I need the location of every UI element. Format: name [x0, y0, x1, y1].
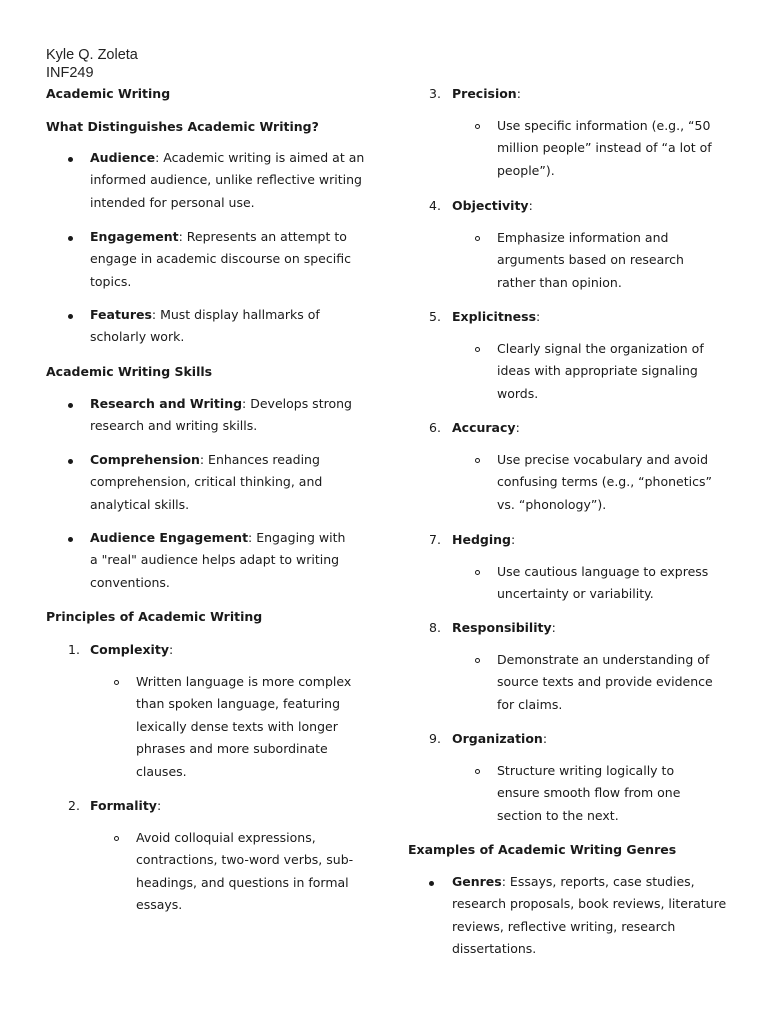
item-term: Engagement: [90, 229, 179, 244]
principle-colon: :: [515, 420, 520, 435]
principle-description: Use specific information (e.g., “50 million people” instead of “a lot of people”).: [497, 118, 712, 178]
principle-term: Hedging: [452, 532, 511, 547]
item-number: 2.: [68, 798, 80, 813]
bullet-dot: [68, 314, 73, 319]
item-text: : Enhances reading comprehension, critical thinking, and analytical skills.: [90, 452, 323, 512]
principle-term: Objectivity: [452, 198, 529, 213]
item-term: Audience: [90, 150, 156, 165]
item-number: 4.: [429, 198, 441, 213]
course-code: INF249: [46, 65, 94, 81]
sub-bullet-circle: [475, 458, 480, 463]
principle-colon: :: [528, 198, 533, 213]
principle-term: Formality: [90, 798, 157, 813]
principle-description: Written language is more complex than spoken language, featuring lexically dense texts with longer phrases and more subordinate clauses.: [136, 674, 352, 779]
item-number: 9.: [429, 731, 441, 746]
item-text: : Develops strong research and writing skills.: [90, 396, 352, 434]
author-name: Kyle Q. Zoleta: [46, 47, 138, 63]
item-number: 8.: [429, 620, 441, 635]
principle-term: Complexity: [90, 642, 169, 657]
bullet-dot: [68, 236, 73, 241]
principle-colon: :: [542, 731, 548, 746]
principle-term: Explicitness: [452, 309, 537, 324]
item-number: 1.: [68, 642, 80, 657]
principle-colon: :: [516, 86, 521, 101]
section-heading-skills: Academic Writing Skills: [46, 364, 213, 379]
principle-description: Use precise vocabulary and avoid confusing terms (e.g., “phonetics” vs. “phonology”).: [497, 452, 712, 512]
item-number: 3.: [429, 86, 441, 101]
item-text: : Engaging with a "real" audience helps adapt to writing conventions.: [90, 530, 346, 590]
principle-description: Avoid colloquial expressions, contractions, two-word verbs, sub-headings, and questions in formal essays.: [136, 830, 354, 913]
sub-bullet-circle: [475, 236, 480, 241]
principle-description: Clearly signal the organization of ideas with appropriate signaling words.: [497, 341, 704, 401]
item-text: : Essays, reports, case studies, research proposals, book reviews, literature reviews, reflective writing, research dissertations.: [452, 874, 727, 957]
principle-description: Emphasize information and arguments based on research rather than opinion.: [497, 230, 684, 290]
principle-colon: :: [156, 798, 162, 813]
bullet-dot: [68, 537, 73, 542]
document-title: Academic Writing: [46, 86, 171, 101]
principle-colon: :: [510, 532, 516, 547]
item-term: Features: [90, 307, 152, 322]
section-heading-principles: Principles of Academic Writing: [46, 609, 263, 624]
principle-term: Organization: [452, 731, 543, 746]
sub-bullet-circle: [475, 769, 480, 774]
item-term: Comprehension: [90, 452, 200, 467]
principle-colon: :: [168, 642, 174, 657]
section-heading-genres: Examples of Academic Writing Genres: [408, 842, 677, 857]
sub-bullet-circle: [475, 124, 480, 129]
bullet-dot: [68, 459, 73, 464]
section-heading-distinguishes: What Distinguishes Academic Writing?: [46, 119, 319, 134]
principle-description: Use cautious language to express uncertainty or variability.: [497, 564, 709, 602]
bullet-dot: [68, 403, 73, 408]
principle-colon: :: [551, 620, 556, 635]
sub-bullet-circle: [114, 836, 119, 841]
item-term: Audience Engagement: [90, 530, 249, 545]
principle-term: Precision: [452, 86, 517, 101]
item-number: 5.: [429, 309, 441, 324]
item-term: Genres: [452, 874, 502, 889]
principle-colon: :: [536, 309, 541, 324]
principle-description: Structure writing logically to ensure smooth flow from one section to the next.: [497, 763, 681, 823]
item-text: : Represents an attempt to engage in academic discourse on specific topics.: [90, 229, 351, 289]
principle-term: Accuracy: [452, 420, 516, 435]
bullet-dot: [429, 881, 434, 886]
item-number: 6.: [429, 420, 441, 435]
principle-term: Responsibility: [452, 620, 552, 635]
bullet-dot: [68, 157, 73, 162]
sub-bullet-circle: [114, 680, 119, 685]
sub-bullet-circle: [475, 570, 480, 575]
item-number: 7.: [429, 532, 441, 547]
item-term: Research and Writing: [90, 396, 243, 411]
sub-bullet-circle: [475, 658, 480, 663]
principle-description: Demonstrate an understanding of source texts and provide evidence for claims.: [497, 652, 713, 712]
sub-bullet-circle: [475, 347, 480, 352]
item-text: : Must display hallmarks of scholarly work.: [90, 307, 320, 345]
item-text: : Academic writing is aimed at an informed audience, unlike reflective writing intended for personal use.: [90, 150, 365, 210]
